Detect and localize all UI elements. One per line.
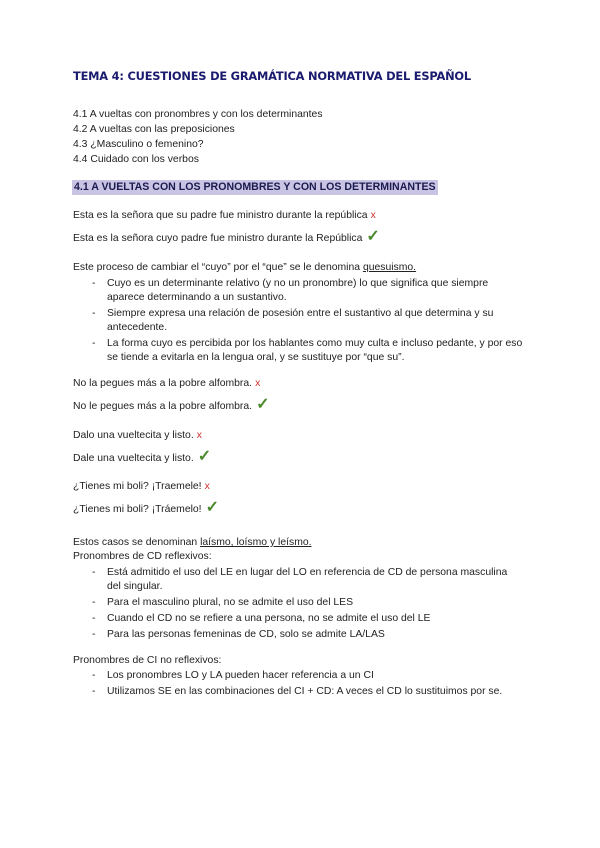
check-mark-icon: ✓ xyxy=(205,499,219,516)
ci-list xyxy=(92,669,524,701)
laismo-intro xyxy=(73,537,312,548)
queismo-list xyxy=(92,277,524,367)
toc-item: 4.1 A vueltas con pronombres y con los determinantes xyxy=(73,109,323,120)
term-queismo: quesuismo. xyxy=(362,262,417,273)
example-wrong xyxy=(73,481,210,492)
paragraph-text: Este proceso de cambiar el “cuyo” por el “que” se le denomina xyxy=(73,262,361,273)
list-item: - Para las personas femeninas de CD, solo se admite LA/LAS xyxy=(92,628,524,642)
list-item: - Está admitido el uso del LE en lugar del LO en referencia de CD de persona masculina del singular. xyxy=(92,566,524,594)
cd-list xyxy=(92,566,524,644)
check-mark-icon: ✓ xyxy=(256,396,270,413)
cross-mark-icon: x xyxy=(255,378,261,389)
section-heading: 4.1 A VUELTAS CON LOS PRONOMBRES Y CON LOS DETERMINANTES xyxy=(74,181,436,193)
example-right xyxy=(73,226,380,246)
toc-item: 4.3 ¿Masculino o femenino? xyxy=(73,139,204,150)
example-wrong xyxy=(73,430,202,441)
cross-mark-icon: x xyxy=(204,481,210,492)
table-of-contents xyxy=(73,107,323,167)
example-right xyxy=(73,394,269,414)
term-laismo: laísmo, loísmo y leísmo. xyxy=(200,537,312,548)
example-text: Dale una vueltecita y listo. xyxy=(73,453,194,464)
list-item: - Cuyo es un determinante relativo (y no un pronombre) lo que significa que siempre aparece determinando a un sustantivo. xyxy=(92,277,524,305)
document-title: TEMA 4: CUESTIONES DE GRAMÁTICA NORMATIVA DEL ESPAÑOL xyxy=(73,69,471,83)
list-item: - La forma cuyo es percibida por los hablantes como muy culta e incluso pedante, y por eso se tiende a evitarla en la lengua oral, y se sustituye por “que su”. xyxy=(92,337,524,365)
list-item: - Los pronombres LO y LA pueden hacer referencia a un CI xyxy=(92,669,524,683)
queismo-intro xyxy=(73,262,416,273)
example-text: Esta es la señora cuyo padre fue ministro durante la República xyxy=(73,233,363,244)
list-item: - Cuando el CD no se refiere a una persona, no se admite el uso del LE xyxy=(92,612,524,626)
example-wrong xyxy=(73,378,260,389)
ci-heading: Pronombres de CI no reflexivos: xyxy=(73,655,222,666)
check-mark-icon: ✓ xyxy=(197,448,212,465)
example-right xyxy=(73,497,219,517)
example-text: ¿Tienes mi boli? ¡Tráemelo! xyxy=(73,504,202,515)
example-text: Dalo una vueltecita y listo. xyxy=(73,430,194,441)
toc-item: 4.2 A vueltas con las preposiciones xyxy=(73,124,235,135)
cross-mark-icon: x xyxy=(370,210,376,221)
example-text: No la pegues más a la pobre alfombra. xyxy=(73,378,253,389)
example-wrong xyxy=(73,210,376,221)
list-item: - Siempre expresa una relación de posesión entre el sustantivo al que determina y su antecedente. xyxy=(92,307,524,335)
toc-item: 4.4 Cuidado con los verbos xyxy=(73,154,199,165)
cross-mark-icon: x xyxy=(196,430,202,441)
list-item: - Utilizamos SE en las combinaciones del CI + CD: A veces el CD lo sustituimos por se. xyxy=(92,685,524,699)
example-text: ¿Tienes mi boli? ¡Traemele! xyxy=(73,481,202,492)
check-mark-icon: ✓ xyxy=(366,228,380,245)
example-right xyxy=(73,446,211,466)
paragraph-text: Estos casos se denominan xyxy=(73,537,198,548)
list-item: - Para el masculino plural, no se admite el uso del LES xyxy=(92,596,524,610)
example-text: No le pegues más a la pobre alfombra. xyxy=(73,401,253,412)
cd-heading: Pronombres de CD reflexivos: xyxy=(73,551,212,562)
example-text: Esta es la señora que su padre fue ministro durante la república xyxy=(73,210,368,221)
